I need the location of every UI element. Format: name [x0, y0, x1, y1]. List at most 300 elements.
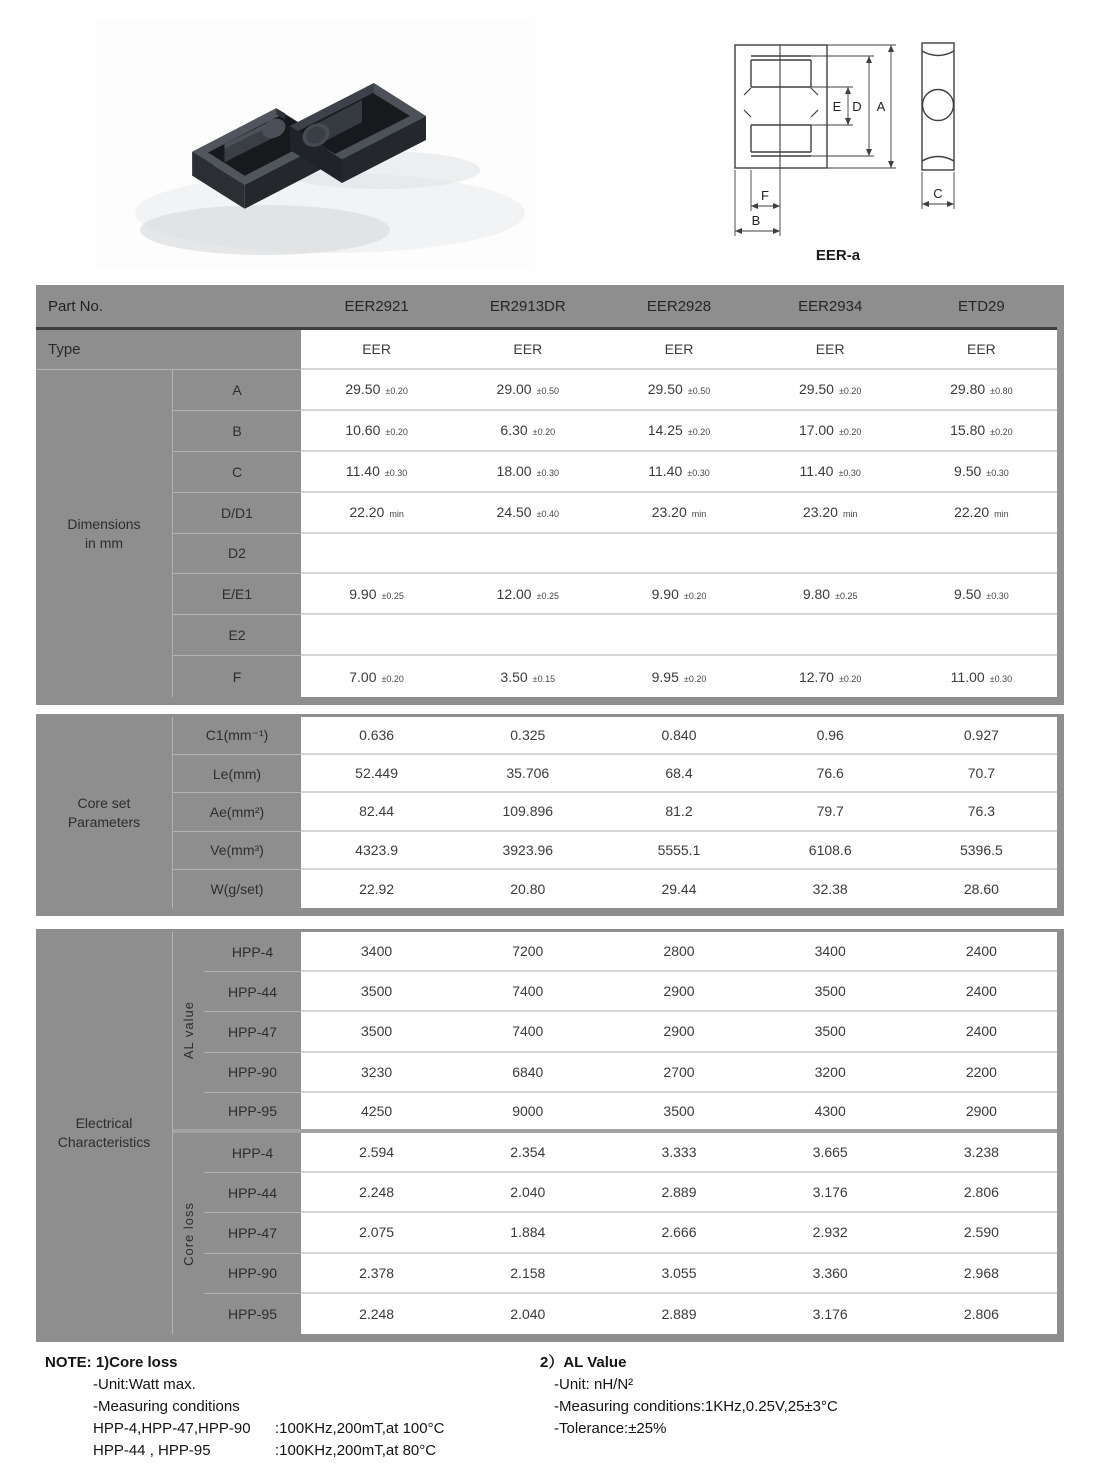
core-loss-cell: [452, 1294, 603, 1334]
core-cell: [755, 832, 906, 870]
tolerance: ±0.20: [683, 673, 707, 684]
core-cell: [906, 717, 1057, 755]
note-condition: :100KHz,200mT,at 100°C: [275, 1420, 445, 1437]
label-F: F: [761, 188, 769, 203]
vertical-label: AL value: [181, 1001, 196, 1060]
core-loss-row-label: HPP-4: [204, 1133, 301, 1173]
core-cell: [452, 832, 603, 870]
al-cell: [603, 1093, 754, 1133]
core-cell: [906, 793, 1057, 831]
side-view: [922, 43, 954, 170]
value: 3.360: [812, 1264, 848, 1281]
note-condition-row: [93, 1418, 444, 1440]
tolerance: ±0.25: [536, 590, 560, 601]
core-loss-cell: [301, 1133, 452, 1173]
value: 2.968: [963, 1264, 999, 1281]
value: 23.20: [802, 504, 838, 521]
value: 4300: [814, 1102, 846, 1119]
dim-cell: [906, 656, 1057, 697]
value: 3.665: [812, 1144, 848, 1161]
core-cell: [603, 832, 754, 870]
tolerance: ±0.30: [536, 468, 560, 479]
core-cell: [603, 870, 754, 908]
group-label-line: Core set: [77, 794, 131, 811]
label-D: D: [852, 99, 862, 114]
type-cell: [906, 330, 1057, 370]
core-cell: [603, 717, 754, 755]
value: 0.96: [816, 727, 844, 744]
value: 29.44: [661, 880, 697, 897]
core-cell: [301, 832, 452, 870]
dim-row-label: F: [173, 656, 301, 697]
dim-cell: [906, 411, 1057, 452]
value: 35.706: [506, 765, 550, 782]
type-cell: [603, 330, 754, 370]
dim-cell: [755, 574, 906, 615]
value: 3500: [814, 983, 846, 1000]
type-cell: [755, 330, 906, 370]
value: 29.50: [798, 381, 834, 398]
value: 68.4: [665, 765, 693, 782]
label-A: A: [876, 99, 886, 114]
label-B: B: [751, 213, 761, 228]
value: 6840: [512, 1063, 544, 1080]
note-line: -Tolerance:±25%: [554, 1420, 667, 1437]
al-cell: [603, 1012, 754, 1052]
core-loss-cell: [755, 1133, 906, 1173]
al-cell: [906, 1053, 1057, 1093]
value: 11.40: [345, 463, 380, 480]
dim-row-label: D/D1: [173, 493, 301, 534]
al-cell: [301, 932, 452, 972]
note-heading: 2）AL Value: [540, 1354, 627, 1371]
core-loss-cell: [755, 1254, 906, 1294]
value: 24.50: [496, 504, 532, 521]
dim-row-label: E/E1: [173, 574, 301, 615]
value: 3230: [361, 1063, 393, 1080]
tolerance: ±0.20: [385, 427, 408, 438]
core-cell: [603, 793, 754, 831]
value: 3200: [814, 1063, 846, 1080]
tolerance: ±0.20: [385, 386, 408, 397]
value: 109.896: [502, 803, 554, 820]
core-loss-cell: [603, 1173, 754, 1213]
core-cell: [906, 870, 1057, 908]
al-cell: [301, 1053, 452, 1093]
al-row-label: HPP-44: [204, 972, 301, 1012]
al-row-label: HPP-47: [204, 1012, 301, 1052]
core-cell: [906, 755, 1057, 793]
label-C: C: [933, 186, 943, 201]
value: 29.80: [950, 381, 986, 398]
left-shadow: [140, 205, 390, 255]
tolerance: ±0.20: [990, 427, 1013, 438]
value: 12.70: [798, 668, 834, 685]
group-label-line: Characteristics: [57, 1134, 151, 1150]
tolerance: ±0.50: [536, 386, 560, 397]
value: 3500: [663, 1102, 695, 1119]
value: 6108.6: [808, 841, 852, 858]
value: EER: [513, 341, 543, 357]
core-loss-cell: [603, 1213, 754, 1253]
front-view: [735, 45, 827, 168]
value: 76.3: [967, 803, 996, 820]
value: 2.158: [510, 1264, 546, 1281]
value: 9.90: [349, 585, 377, 602]
dim-row-label: E2: [173, 615, 301, 656]
al-cell: [452, 1053, 603, 1093]
value: 3.055: [661, 1264, 697, 1281]
value: 81.2: [665, 803, 693, 820]
value: 11.40: [799, 463, 834, 480]
dim-cell: [452, 656, 603, 697]
core-set-group-label: [36, 717, 173, 908]
al-value-group-label: [173, 932, 204, 1133]
al-cell: [452, 1093, 603, 1133]
dim-cell: [301, 574, 452, 615]
core-loss-cell: [755, 1173, 906, 1213]
value: 2800: [663, 943, 695, 960]
core-cell: [452, 755, 603, 793]
value: 2900: [965, 1102, 997, 1119]
dim-row-label: B: [173, 411, 301, 452]
value: 3.238: [963, 1144, 999, 1161]
core-cell: [452, 793, 603, 831]
tolerance: ±0.20: [683, 590, 707, 601]
core-loss-cell: [603, 1133, 754, 1173]
core-loss-row-label: HPP-47: [204, 1213, 301, 1253]
dim-cell: [603, 411, 754, 452]
core-loss-cell: [603, 1254, 754, 1294]
value: 15.80: [950, 422, 986, 439]
core-loss-row-label: HPP-95: [204, 1294, 301, 1334]
core-loss-cell: [452, 1213, 603, 1253]
core-cell: [301, 717, 452, 755]
tolerance: ±0.20: [687, 427, 711, 438]
tolerance: ±0.20: [838, 427, 862, 438]
tolerance: min: [994, 509, 1009, 520]
value: 2200: [965, 1063, 997, 1080]
dim-cell: [301, 493, 452, 534]
value: 2.932: [812, 1224, 848, 1241]
tolerance: ±0.15: [532, 673, 556, 684]
core-row-label: Ve(mm³): [173, 832, 301, 870]
core-loss-cell: [301, 1213, 452, 1253]
core-row-label: C1(mm⁻¹): [173, 717, 301, 755]
core-loss-row-label: HPP-90: [204, 1254, 301, 1294]
dim-cell: [603, 493, 754, 534]
dim-cell: [755, 370, 906, 411]
core-cell: [755, 793, 906, 831]
value: 9000: [512, 1102, 544, 1119]
value: 2.666: [661, 1224, 697, 1241]
core-loss-cell: [906, 1133, 1057, 1173]
value: 29.00: [496, 381, 532, 398]
dim-cell: [603, 574, 754, 615]
core-row-label: Le(mm): [173, 755, 301, 793]
al-cell: [906, 1093, 1057, 1133]
note-line: -Unit: nH/N²: [554, 1376, 634, 1393]
value: 3400: [361, 943, 393, 960]
dim-row-label: A: [173, 370, 301, 411]
value: 7400: [512, 1023, 544, 1040]
value: 10.60: [345, 422, 381, 439]
value: 3.176: [812, 1184, 848, 1201]
part-col-header: EER2928: [603, 285, 754, 330]
value: 6.30: [500, 422, 528, 439]
al-cell: [452, 972, 603, 1012]
note-heading: NOTE: 1)Core loss: [45, 1354, 178, 1371]
al-cell: [452, 1012, 603, 1052]
al-cell: [603, 972, 754, 1012]
dim-cell-empty: [452, 534, 603, 575]
al-cell: [452, 932, 603, 972]
value: 3.333: [661, 1144, 697, 1161]
core-row-label: Ae(mm²): [173, 793, 301, 831]
dim-cell: [755, 411, 906, 452]
al-cell: [906, 1012, 1057, 1052]
tolerance: ±0.20: [532, 427, 556, 438]
dim-cell-empty: [906, 615, 1057, 656]
value: 52.449: [355, 765, 398, 782]
al-cell: [755, 1053, 906, 1093]
value: 2.248: [359, 1184, 395, 1201]
drawing-caption: EER-a: [815, 247, 861, 264]
core-loss-cell: [603, 1294, 754, 1334]
value: 70.7: [967, 765, 996, 782]
value: 28.60: [963, 880, 999, 897]
al-row-label: HPP-90: [204, 1053, 301, 1093]
al-cell: [603, 1053, 754, 1093]
value: EER: [966, 341, 996, 357]
al-row-label: HPP-95: [204, 1093, 301, 1133]
dim-cell: [603, 656, 754, 697]
core-row-label: W(g/set): [173, 870, 301, 908]
value: 23.20: [651, 504, 687, 521]
al-cell: [301, 1093, 452, 1133]
al-cell: [755, 932, 906, 972]
value: 2.248: [359, 1305, 395, 1322]
value: 11.00: [950, 668, 985, 685]
value: 9.95: [651, 668, 679, 685]
dim-cell-empty: [603, 534, 754, 575]
value: 3.176: [812, 1305, 848, 1322]
tolerance: ±0.30: [986, 468, 1009, 479]
dim-cell-empty: [755, 534, 906, 575]
part-col-header: EER2921: [301, 285, 452, 330]
dim-cell-empty: [755, 615, 906, 656]
tolerance: ±0.25: [835, 590, 858, 601]
value: 12.00: [496, 585, 532, 602]
dim-cell: [906, 574, 1057, 615]
electrical-table: [36, 929, 1064, 1342]
core-cell: [301, 755, 452, 793]
value: 3.50: [500, 668, 528, 685]
dim-cell: [301, 411, 452, 452]
note-parts: HPP-4,HPP-47,HPP-90: [93, 1420, 251, 1437]
core-cell: [452, 717, 603, 755]
core-loss-cell: [452, 1254, 603, 1294]
value: EER: [664, 341, 694, 357]
value: 0.325: [510, 727, 546, 744]
note-line: -Unit:Watt max.: [93, 1376, 196, 1393]
al-row-label: HPP-4: [204, 932, 301, 972]
tolerance: min: [389, 509, 404, 520]
value: 79.7: [816, 803, 844, 820]
value: 2400: [965, 943, 997, 960]
dim-cell-empty: [603, 615, 754, 656]
value: 3923.96: [502, 841, 554, 858]
tolerance: min: [842, 509, 858, 520]
value: 1.884: [510, 1224, 546, 1241]
tolerance: ±0.30: [986, 590, 1009, 601]
value: 4250: [361, 1102, 393, 1119]
dim-row-label: D2: [173, 534, 301, 575]
dim-cell-empty: [452, 615, 603, 656]
value: 0.636: [359, 727, 395, 744]
value: 7200: [512, 943, 544, 960]
dim-cell: [301, 452, 452, 493]
tolerance: ±0.40: [536, 509, 560, 520]
group-label-line: Dimensions: [67, 515, 141, 532]
label-E: E: [832, 99, 842, 114]
core-loss-cell: [452, 1173, 603, 1213]
al-cell: [301, 972, 452, 1012]
note-condition: :100KHz,200mT,at 80°C: [275, 1442, 437, 1459]
value: 5396.5: [959, 841, 1003, 858]
value: 9.50: [954, 585, 982, 602]
core-loss-cell: [906, 1213, 1057, 1253]
tolerance: ±0.30: [384, 468, 408, 479]
group-label-line: Parameters: [67, 813, 141, 830]
value: 2900: [663, 983, 695, 1000]
dim-cell: [452, 574, 603, 615]
value: 2900: [663, 1023, 695, 1040]
value: 4323.9: [355, 841, 398, 858]
value: 22.20: [954, 504, 990, 521]
dim-row-label: C: [173, 452, 301, 493]
value: 17.00: [798, 422, 834, 439]
tolerance: ±0.50: [687, 386, 711, 397]
value: 9.80: [802, 585, 831, 602]
core-cell: [755, 870, 906, 908]
dimensions-group-label: [36, 370, 173, 697]
tolerance: ±0.25: [381, 590, 404, 601]
dim-cell-empty: [301, 534, 452, 575]
al-cell: [906, 972, 1057, 1012]
value: 2.075: [359, 1224, 395, 1241]
part-col-header: ER2913DR: [452, 285, 603, 330]
value: EER: [362, 341, 391, 357]
group-label-line: in mm: [84, 534, 124, 551]
dim-cell: [755, 452, 906, 493]
tolerance: ±0.30: [838, 468, 861, 479]
dim-cell: [452, 370, 603, 411]
part-col-header: ETD29: [906, 285, 1057, 330]
dimensions-table: [36, 285, 1064, 705]
al-cell: [906, 932, 1057, 972]
tolerance: ±0.20: [838, 673, 862, 684]
value: 0.927: [963, 727, 999, 744]
value: 2.889: [661, 1184, 697, 1201]
value: 2.378: [359, 1264, 395, 1281]
core-set-table: [36, 714, 1064, 916]
al-cell: [755, 972, 906, 1012]
type-label: Type: [36, 330, 301, 370]
core-cell: [301, 793, 452, 831]
core-loss-cell: [755, 1294, 906, 1334]
value: 11.40: [648, 463, 683, 480]
note-condition-row: [93, 1440, 444, 1462]
dim-cell: [301, 656, 452, 697]
value: 2.354: [510, 1144, 546, 1161]
core-loss-cell: [301, 1294, 452, 1334]
core-cell: [301, 870, 452, 908]
dim-cell: [906, 452, 1057, 493]
value: 2400: [965, 983, 997, 1000]
group-label-line: Electrical: [75, 1115, 133, 1132]
vertical-label: Core loss: [181, 1201, 196, 1266]
note-core-loss: [45, 1352, 444, 1462]
core-photo: [95, 18, 535, 270]
al-cell: [755, 1012, 906, 1052]
tolerance: ±0.30: [687, 468, 710, 479]
core-loss-cell: [906, 1294, 1057, 1334]
value: 3500: [814, 1023, 846, 1040]
core-cell: [906, 832, 1057, 870]
value: 3400: [814, 943, 846, 960]
core-cell: [755, 755, 906, 793]
al-cell: [755, 1093, 906, 1133]
value: 82.44: [359, 803, 395, 820]
dim-cell: [603, 452, 754, 493]
core-loss-cell: [452, 1133, 603, 1173]
value: 9.90: [651, 585, 679, 602]
tolerance: ±0.20: [381, 673, 404, 684]
value: 2.040: [510, 1305, 546, 1322]
core-loss-cell: [301, 1254, 452, 1294]
value: 3500: [361, 983, 393, 1000]
dim-cell: [452, 452, 603, 493]
value: 3500: [361, 1023, 393, 1040]
dim-cell: [603, 370, 754, 411]
core-cell: [603, 755, 754, 793]
value: 18.00: [496, 463, 532, 480]
electrical-group-label: [36, 932, 173, 1334]
value: 20.80: [510, 880, 546, 897]
core-loss-cell: [906, 1173, 1057, 1213]
core-loss-group-label: [173, 1133, 204, 1334]
value: 29.50: [647, 381, 683, 398]
value: 7400: [512, 983, 544, 1000]
value: 76.6: [816, 765, 844, 782]
value: 22.20: [349, 504, 385, 521]
value: 0.840: [661, 727, 697, 744]
dim-cell: [906, 370, 1057, 411]
dim-cell-empty: [906, 534, 1057, 575]
al-cell: [603, 932, 754, 972]
type-cell: [301, 330, 452, 370]
value: 5555.1: [657, 841, 701, 858]
core-cell: [755, 717, 906, 755]
tolerance: ±0.30: [989, 673, 1013, 684]
dim-cell: [906, 493, 1057, 534]
part-col-header: EER2934: [755, 285, 906, 330]
dimension-drawing: [690, 15, 1090, 273]
dim-cell: [755, 493, 906, 534]
value: 2.590: [963, 1224, 999, 1241]
value: 9.50: [954, 463, 982, 480]
